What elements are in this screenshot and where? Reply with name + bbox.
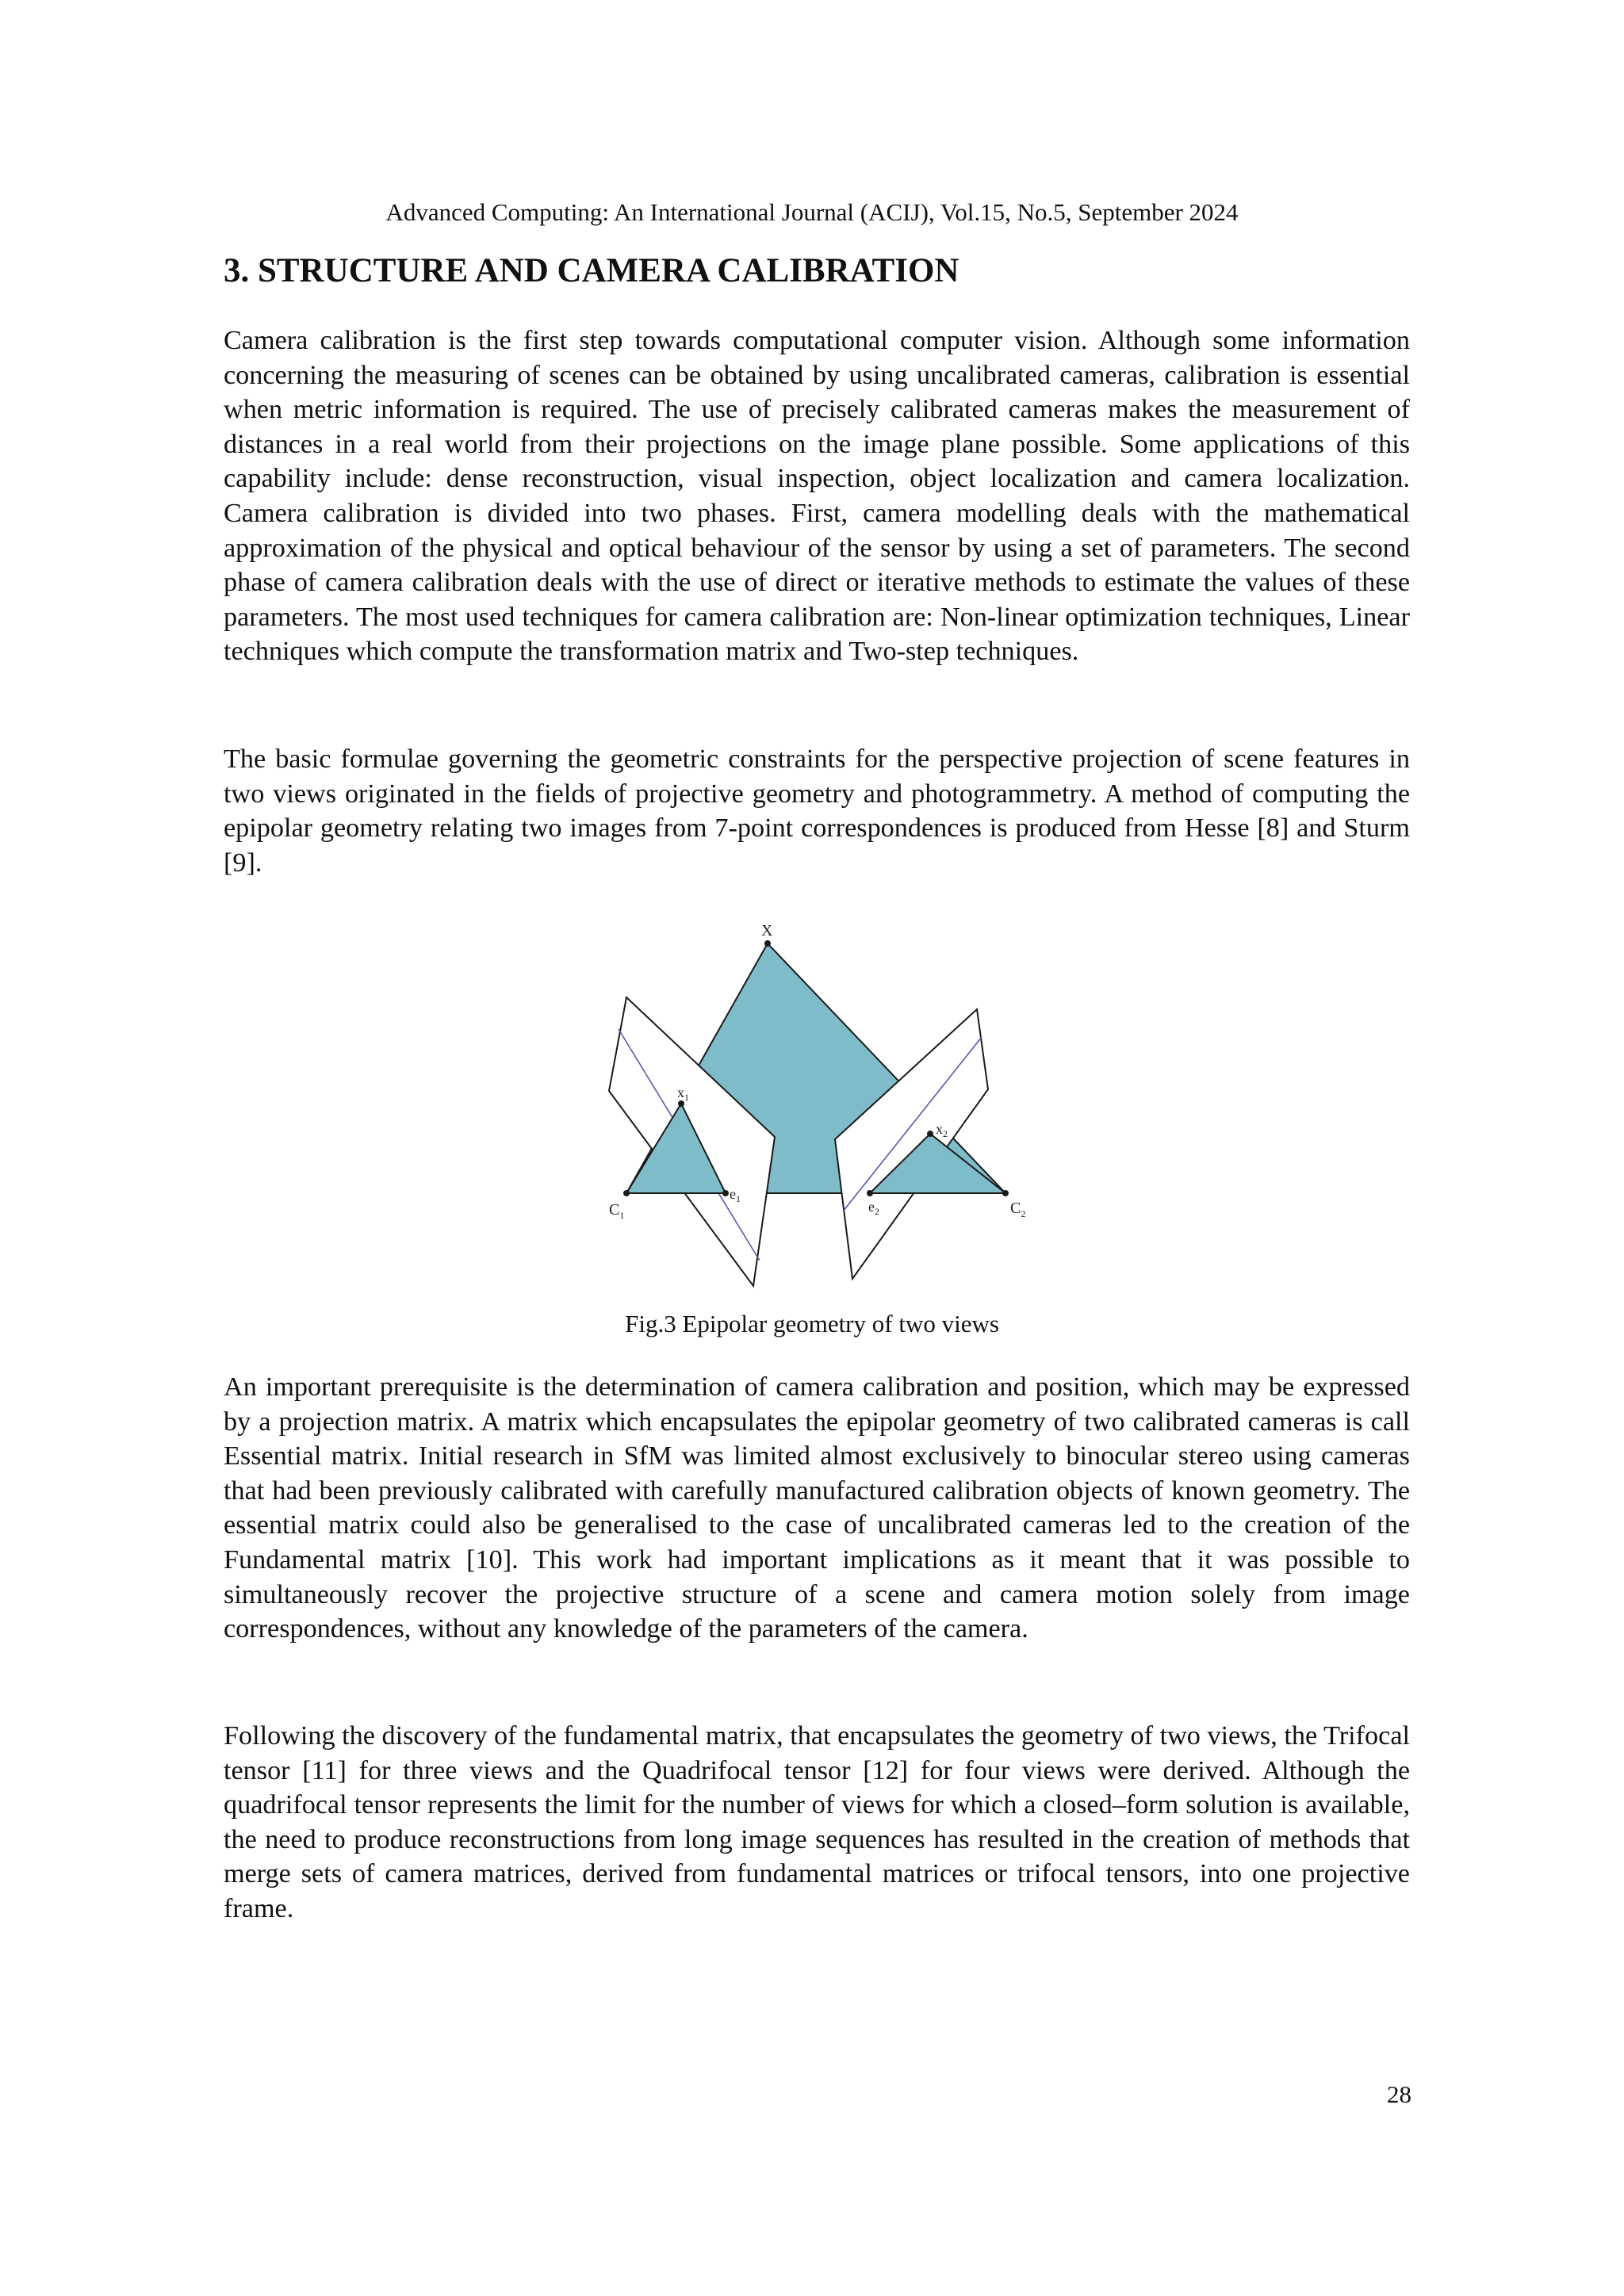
- epipolar-diagram: [587, 912, 1063, 1292]
- epipolar-geometry-figure: [587, 912, 1063, 1292]
- point-x1: [678, 1100, 684, 1107]
- paragraph-fundamental-matrix: Following the discovery of the fundamental matrix, that encapsulates the geometry of two views, the Trifocal tensor [11] for three views and the Quadrifocal tensor [12] for four views were derived. Although the quadrifocal tensor represents the limit for the number of views for which a closed–form solution is available, the need to produce reconstructions from long image sequences has resulted in the creation of methods that merge sets of camera matrices, derived from fundamental matrices or trifocal tensors, into one projective frame.: [224, 1721, 1410, 1923]
- section-heading: [224, 251, 1413, 292]
- figure-caption: Fig.3 Epipolar geometry of two views: [625, 1310, 999, 1337]
- point-e2: [867, 1190, 873, 1196]
- page-number: 28: [1387, 2080, 1411, 2108]
- section-title-text: STRUCTURE AND CAMERA CALIBRATION: [258, 252, 959, 289]
- label-e2: $e_2$: [868, 1199, 879, 1217]
- label-x1: $x_1$: [677, 1085, 689, 1103]
- section-number: 3.: [224, 252, 250, 289]
- point-C2: [1002, 1190, 1009, 1196]
- point-x2: [927, 1131, 933, 1137]
- running-header: Advanced Computing: An International Journal (ACIJ), Vol.15, No.5, September 2024: [385, 198, 1239, 226]
- paragraph-camera-calibration: Camera calibration is the first step towards computational computer vision. Although some information concerning the measuring of scenes can be obtained by using uncalibrated cameras, calibration is essential when metric information is required. The use of precisely calibrated cameras makes the measurement of distances in a real world from their projections on the image plane possible. Some applications of this capability include: dense reconstruction, visual inspection, object localization and camera localization. Camera calibration is divided into two phases. First, camera modelling deals with the mathematical approximation of the physical and optical behaviour of the sensor by using a set of parameters. The second phase of camera calibration deals with the use of direct or iterative methods to estimate the values of these parameters. The most used techniques for camera calibration are: Non-linear optimization techniques, Linear techniques which compute the transformation matrix and Two-step techniques.: [224, 326, 1410, 667]
- paragraph-basic-formulae: The basic formulae governing the geometric constraints for the perspective projection of scene features in two views originated in the fields of projective geometry and photogrammetry. A method of computing the epipolar geometry relating two images from 7-point correspondences is produced from Hesse [8] and Sturm [9].: [224, 744, 1410, 878]
- label-C2: $C_2$: [1010, 1200, 1026, 1219]
- point-C1: [623, 1190, 630, 1196]
- label-x2: $x_2$: [936, 1121, 948, 1139]
- label-X: X: [761, 922, 773, 939]
- paragraph-projection-matrix: An important prerequisite is the determination of camera calibration and position, which may be expressed by a projection matrix. A matrix which encapsulates the epipolar geometry of two calibrated cameras is call Essential matrix. Initial research in SfM was limited almost exclusively to binocular stereo using cameras that had been previously calibrated with carefully manufactured calibration objects of known geometry. The essential matrix could also be generalised to the case of uncalibrated cameras led to the creation of the Fundamental matrix [10]. This work had important implications as it meant that it was possible to simultaneously recover the projective structure of a scene and camera motion solely from image correspondences, without any knowledge of the parameters of the camera.: [224, 1372, 1410, 1644]
- point-X: [764, 940, 771, 947]
- point-e1: [722, 1190, 729, 1196]
- label-e1: $e_1$: [730, 1186, 741, 1204]
- label-C1: $C_1$: [609, 1201, 625, 1221]
